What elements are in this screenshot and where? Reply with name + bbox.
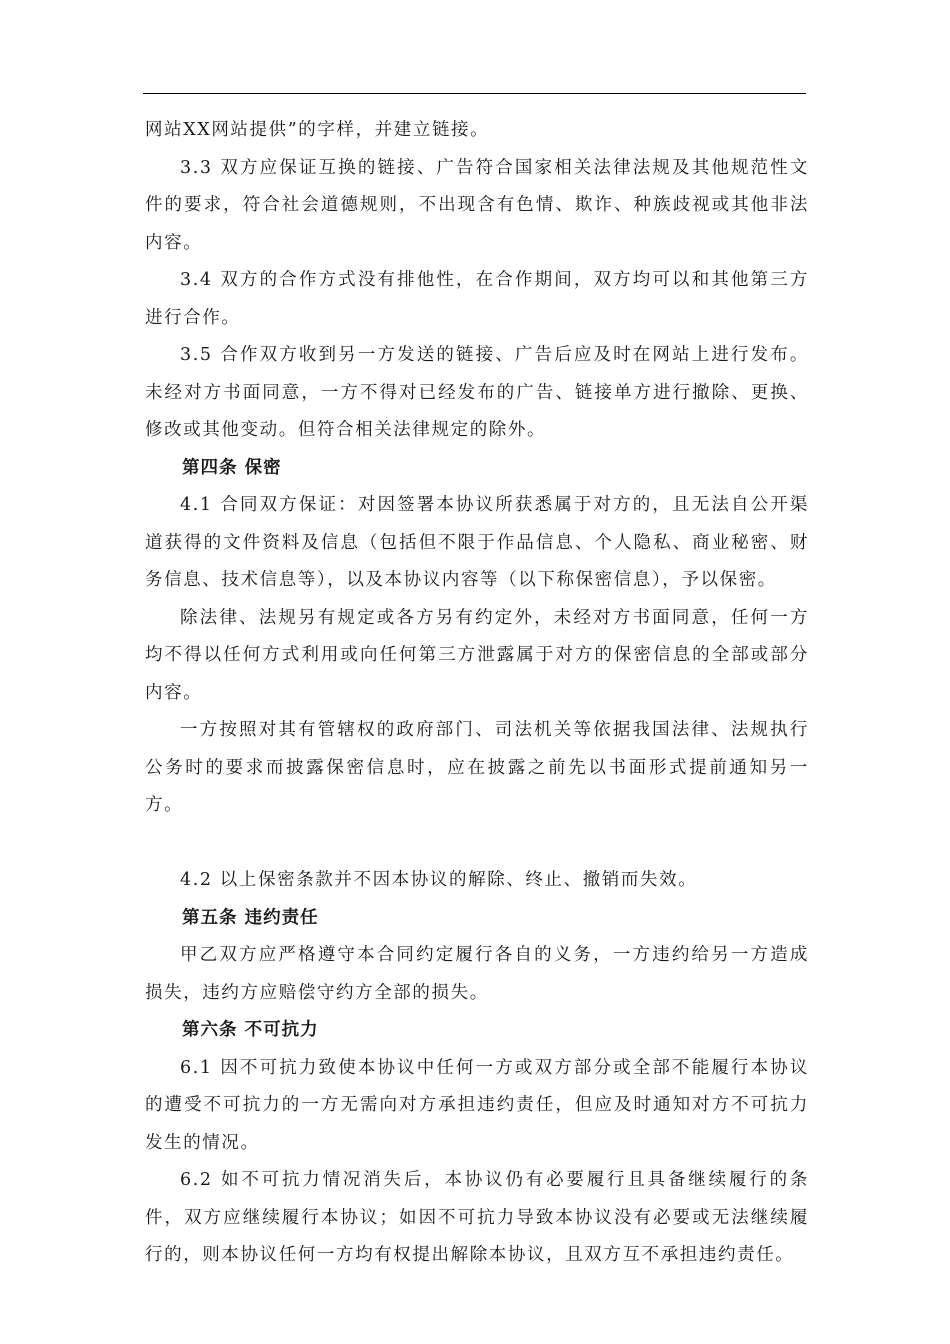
clause-3-4: 3.4 双方的合作方式没有排他性，在合作期间，双方均可以和其他第三方进行合作。 <box>145 270 809 328</box>
clause-4-1-disclosure: 一方按照对其有管辖权的政府部门、司法机关等依据我国法律、法规执行公务时的要求而披露保密信息时，应在披露之前先以书面形式提前通知另一方。 <box>145 720 809 815</box>
clause-6-2: 6.2 如不可抗力情况消失后，本协议仍有必要履行且具备继续履行的条件，双方应继续履行本协议；如因不可抗力导致本协议没有必要或无法继续履行的，则本协议任何一方均有权提出解除本协议，且双方互不承担违约责任。 <box>145 1170 809 1265</box>
paragraph-continuation: 网站XX网站提供”的字样，并建立链接。 <box>145 120 490 140</box>
clause-4-2: 4.2 以上保密条款并不因本协议的解除、终止、撤销而失效。 <box>180 870 698 890</box>
article-4-heading: 第四条 保密 <box>182 457 282 478</box>
clause-5: 甲乙双方应严格遵守本合同约定履行各自的义务，一方违约给另一方造成损失，违约方应赔偿守约方全部的损失。 <box>145 945 809 1003</box>
blank-line <box>145 825 809 863</box>
clause-6-1: 6.1 因不可抗力致使本协议中任何一方或双方部分或全部不能履行本协议的遭受不可抗力的一方无需向对方承担违约责任，但应及时通知对方不可抗力发生的情况。 <box>145 1057 809 1153</box>
clause-3-3: 3.3 双方应保证互换的链接、广告符合国家相关法律法规及其他规范性文件的要求，符合社会道德规则，不出现含有色情、欺诈、种族歧视或其他非法内容。 <box>145 157 809 253</box>
clause-3-5: 3.5 合作双方收到另一方发送的链接、广告后应及时在网站上进行发布。未经对方书面同意，一方不得对已经发布的广告、链接单方进行撤除、更换、修改或其他变动。但符合相关法律规定的除外。 <box>145 345 809 440</box>
clause-4-1-exceptions: 除法律、法规另有规定或各方另有约定外，未经对方书面同意，任何一方均不得以任何方式利用或向任何第三方泄露属于对方的保密信息的全部或部分内容。 <box>145 607 809 703</box>
header-rule <box>143 93 806 94</box>
article-5-heading: 第五条 违约责任 <box>182 907 319 928</box>
document-page <box>145 112 809 1275</box>
article-6-heading: 第六条 不可抗力 <box>182 1020 319 1040</box>
clause-4-1: 4.1 合同双方保证：对因签署本协议所获悉属于对方的，且无法自公开渠道获得的文件资料及信息（包括但不限于作品信息、个人隐私、商业秘密、财务信息、技术信息等），以及本协议内容等（以下称保密信息），予以保密。 <box>145 495 809 590</box>
